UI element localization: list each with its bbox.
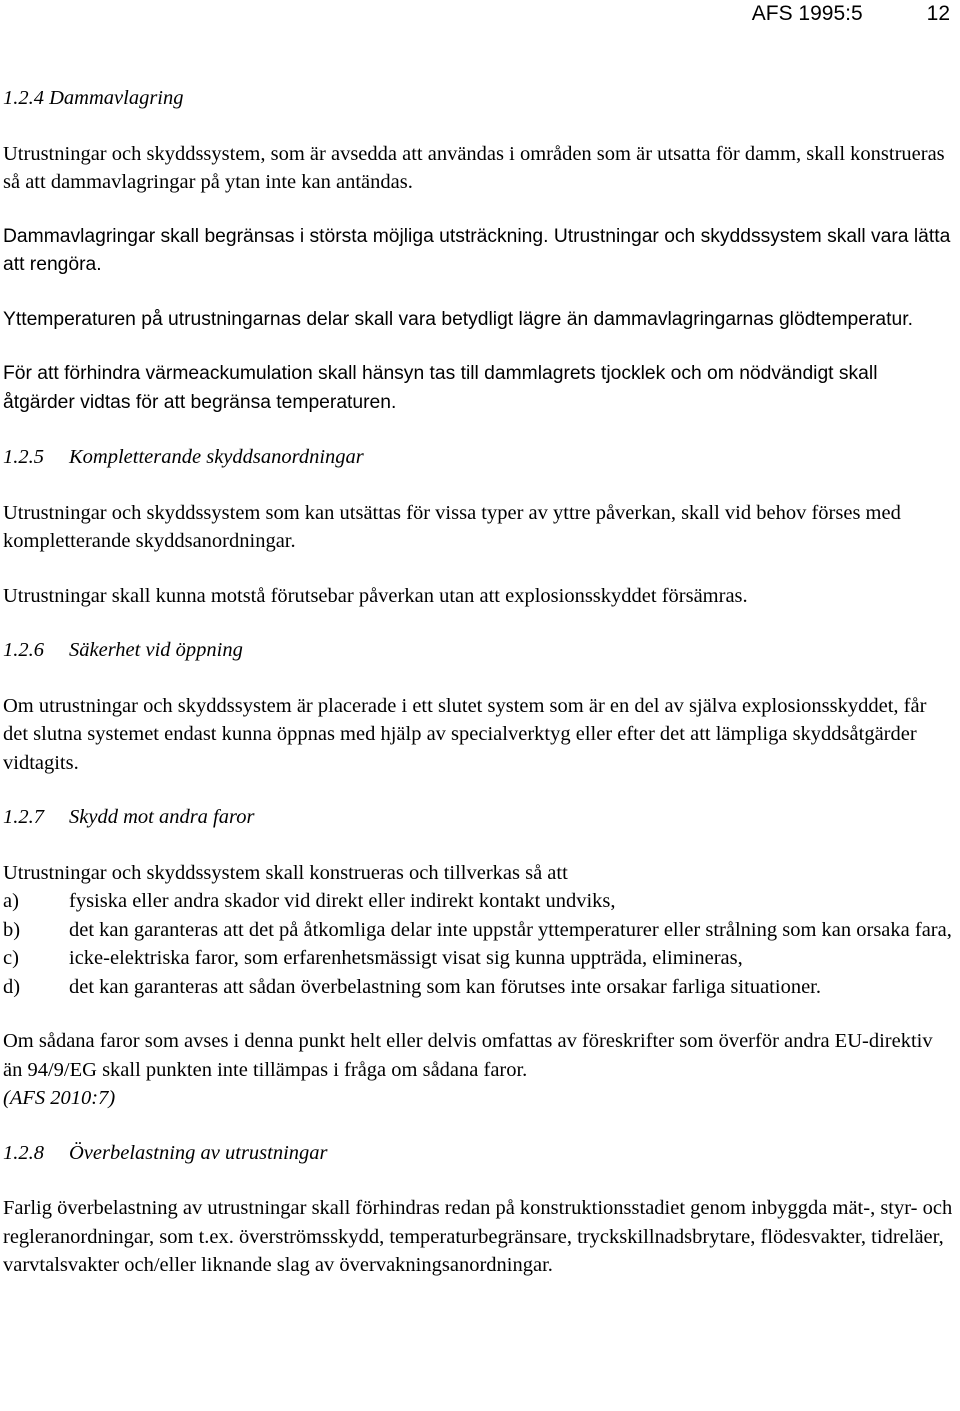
section-heading-1-2-4 <box>3 84 953 113</box>
paragraph: Dammavlagringar skall begränsas i största möjliga utsträckning. Utrustningar och skyddssystem skall vara lätta att rengöra. <box>3 225 951 275</box>
list-marker: d) <box>3 975 21 998</box>
section-title: Dammavlagring <box>49 87 184 109</box>
document-body <box>3 84 953 1280</box>
paragraph: Om utrustningar och skyddssystem är placerade i ett slutet system som är en del av själva explosionsskyddet, får det slutna systemet endast kunna öppnas med hjälp av specialverktyg eller efter det att lämpliga skyddsåtgärder vidtagits. <box>3 694 927 774</box>
section-number: 1.2.4 <box>3 87 44 109</box>
amendment-reference: (AFS 2010:7) <box>3 1087 116 1109</box>
paragraph: Utrustningar och skyddssystem skall konstrueras och tillverkas så att <box>3 861 568 884</box>
section-number: 1.2.7 <box>3 806 44 828</box>
page-header <box>752 2 950 26</box>
section-number: 1.2.6 <box>3 639 44 661</box>
paragraph: Utrustningar och skyddssystem, som är avsedda att användas i områden som är utsatta för damm, skall konstrueras så att dammavlagringar på ytan inte kan antändas. <box>3 142 945 193</box>
section-heading-1-2-8 <box>3 1139 953 1168</box>
list-item <box>3 916 953 945</box>
requirement-list <box>3 887 953 1001</box>
section-heading-1-2-6 <box>3 636 953 665</box>
paragraph: Utrustningar och skyddssystem som kan utsättas för vissa typer av yttre påverkan, skall vid behov förses med kompletterande skyddsanordningar. <box>3 501 901 552</box>
list-item-text: det kan garanteras att sådan överbelastning som kan förutses inte orsakar farliga situationer. <box>69 975 821 998</box>
paragraph: Yttemperaturen på utrustningarnas delar skall vara betydligt lägre än dammavlagringarnas glödtemperatur. <box>3 308 913 330</box>
list-marker: c) <box>3 947 19 969</box>
section-number: 1.2.5 <box>3 446 44 468</box>
section-heading-1-2-7 <box>3 803 953 832</box>
paragraph: Farlig överbelastning av utrustningar skall förhindras redan på konstruktionsstadiet genom inbyggda mät-, styr- och regleranordningar, som t.ex. överströmsskydd, temperaturbegränsare, tryckskillnadsbrytare, flödesvakter, tidreläer, varvtalsvakter och/eller liknande slag av övervakningsanordningar. <box>3 1197 953 1276</box>
paragraph: För att förhindra värmeackumulation skall hänsyn tas till dammlagrets tjocklek och om nödvändigt skall åtgärder vidtas för att begränsa temperaturen. <box>3 363 878 413</box>
list-item-text: det kan garanteras att det på åtkomliga delar inte uppstår yttemperaturer eller strålning som kan orsaka fara, <box>69 918 952 941</box>
list-item-text: fysiska eller andra skador vid direkt eller indirekt kontakt undviks, <box>69 890 616 912</box>
list-marker: b) <box>3 918 21 941</box>
list-item <box>3 944 953 973</box>
section-title: Överbelastning av utrustningar <box>69 1141 328 1164</box>
list-item <box>3 887 953 916</box>
paragraph: Utrustningar skall kunna motstå förutsebar påverkan utan att explosionsskyddet försämras. <box>3 584 748 607</box>
list-item <box>3 973 953 1002</box>
paragraph-text: Om sådana faror som avses i denna punkt helt eller delvis omfattas av föreskrifter som överför andra EU-direktiv än 94/9/EG skall punkten inte tillämpas i fråga om sådana faror. <box>3 1030 933 1081</box>
section-title: Kompletterande skyddsanordningar <box>69 446 364 468</box>
paragraph <box>3 1027 953 1113</box>
section-title: Säkerhet vid öppning <box>69 639 243 661</box>
document-reference: AFS 1995:5 <box>751 2 863 25</box>
section-number: 1.2.8 <box>3 1141 44 1164</box>
list-marker: a) <box>3 890 19 912</box>
section-heading-1-2-5 <box>3 443 953 472</box>
page-number: 12 <box>926 2 950 25</box>
section-title: Skydd mot andra faror <box>69 806 255 828</box>
list-item-text: icke-elektriska faror, som erfarenhetsmässigt visat sig kunna uppträda, elimineras, <box>69 947 743 969</box>
